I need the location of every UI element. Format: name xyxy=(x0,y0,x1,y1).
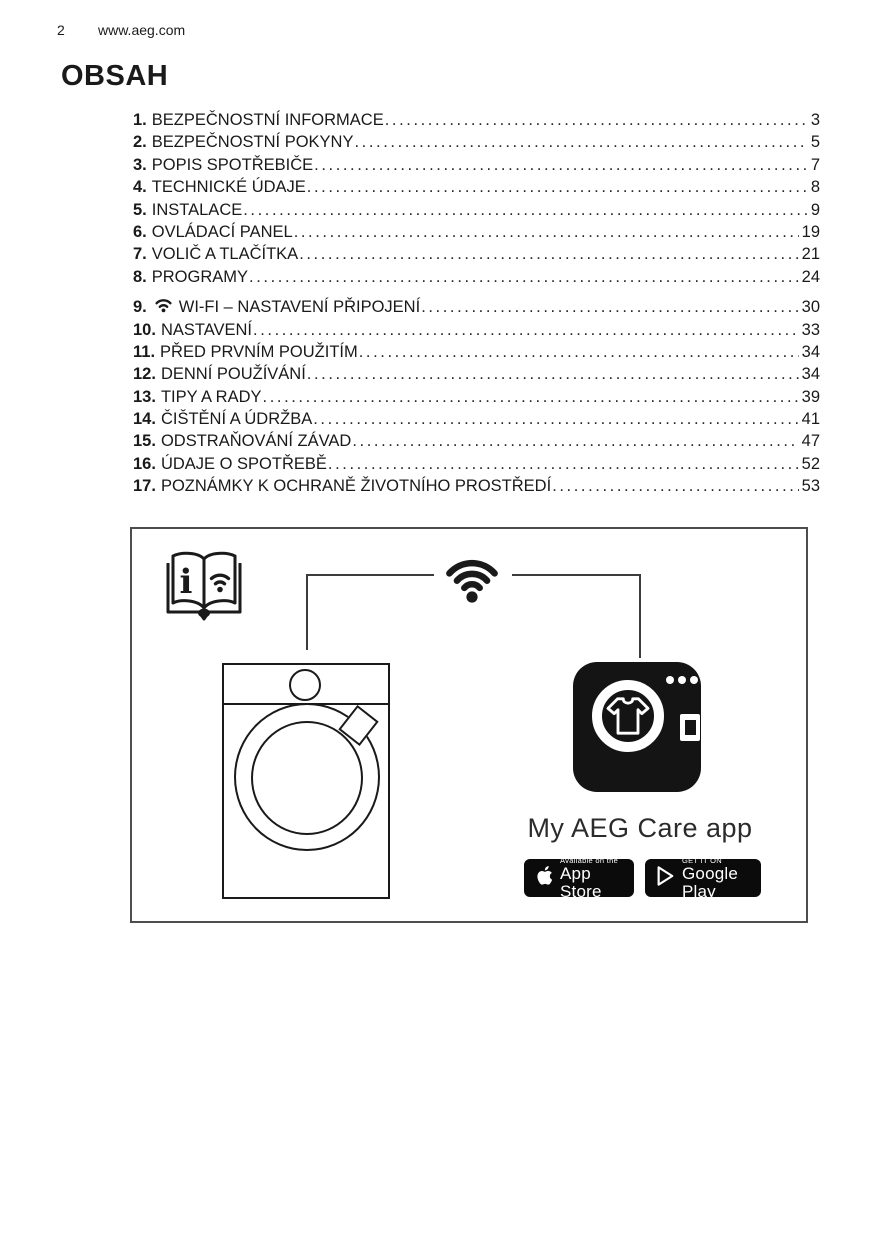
toc-item-number: 2. xyxy=(133,133,147,152)
toc-item-page: 34 xyxy=(801,365,820,384)
toc-item xyxy=(133,199,820,221)
toc-dot-leader xyxy=(552,475,798,497)
toc-item-number: 14. xyxy=(133,410,156,429)
toc-item-label: POZNÁMKY K OCHRANĚ ŽIVOTNÍHO PROSTŘEDÍ xyxy=(160,477,552,496)
toc-item-page: 19 xyxy=(801,222,820,241)
toc-item-page: 7 xyxy=(810,155,820,174)
toc-item-page: 41 xyxy=(801,410,820,429)
toc-item-label: POPIS SPOTŘEBIČE xyxy=(151,155,314,174)
toc-item-label: ČIŠTĚNÍ A ÚDRŽBA xyxy=(160,410,313,429)
toc-item-number: 16. xyxy=(133,454,156,473)
toc-dot-leader xyxy=(253,319,799,341)
toc-item-number: 10. xyxy=(133,320,156,339)
toc-item xyxy=(133,408,820,430)
toc-item-label: DENNÍ POUŽÍVÁNÍ xyxy=(160,365,306,384)
toc-item-number: 11. xyxy=(133,342,156,361)
connector-line xyxy=(639,574,641,658)
google-play-badge xyxy=(645,855,761,901)
toc-dot-leader xyxy=(359,341,799,363)
laundry-care-app-icon xyxy=(573,662,701,792)
toc-item xyxy=(133,363,820,385)
table-of-contents xyxy=(133,109,820,498)
toc-item-label: ÚDAJE O SPOTŘEBĚ xyxy=(160,454,327,473)
toc-item-number: 15. xyxy=(133,432,156,451)
toc-item-number: 1. xyxy=(133,111,147,129)
toc-dot-leader xyxy=(421,296,798,318)
toc-item-number: 7. xyxy=(133,245,147,264)
toc-item-label: VOLIČ A TLAČÍTKA xyxy=(151,245,299,264)
toc-dot-leader xyxy=(243,199,808,221)
toc-item-label: INSTALACE xyxy=(151,200,243,219)
toc-item-page: 8 xyxy=(810,178,820,197)
app-store-badge xyxy=(524,855,634,901)
toc-item-number: 8. xyxy=(133,267,147,286)
toc-item-number: 5. xyxy=(133,200,147,219)
toc-item-label: NASTAVENÍ xyxy=(160,320,253,339)
toc-item-page: 34 xyxy=(801,342,820,361)
toc-item-number: 3. xyxy=(133,155,147,174)
app-name-text: My AEG Care app xyxy=(527,813,753,843)
app-icon-door-ring xyxy=(592,680,664,752)
toc-item-label: TECHNICKÉ ÚDAJE xyxy=(151,178,306,197)
toc-item-page: 33 xyxy=(801,320,820,339)
wifi-signal-icon xyxy=(443,548,501,611)
toc-item xyxy=(133,109,820,131)
toc-item xyxy=(133,154,820,176)
toc-item xyxy=(133,296,820,318)
toc-dot-leader xyxy=(314,154,808,176)
toc-dot-leader xyxy=(313,408,798,430)
app-icon-dot xyxy=(666,676,674,684)
washing-machine-drawing xyxy=(222,663,390,899)
toc-dot-leader xyxy=(354,131,807,153)
toc-item xyxy=(133,319,820,341)
toc-item-label: OVLÁDACÍ PANEL xyxy=(151,222,293,241)
toc-item-label: BEZPEČNOSTNÍ INFORMACE xyxy=(151,111,384,129)
toc-item-page: 24 xyxy=(801,267,820,286)
toc-item-page: 21 xyxy=(801,245,820,264)
toc-item-number: 13. xyxy=(133,387,156,406)
toc-item-page: 3 xyxy=(810,111,820,129)
toc-item-page: 47 xyxy=(801,432,820,451)
toc-item-label: TIPY A RADY xyxy=(160,387,262,406)
toc-item xyxy=(133,221,820,243)
tshirt-icon xyxy=(605,696,651,736)
svg-text:i: i xyxy=(179,562,193,602)
toc-dot-leader xyxy=(307,176,808,198)
toc-dot-leader xyxy=(294,221,799,243)
toc-dot-leader xyxy=(307,363,799,385)
toc-item-number: 9. xyxy=(133,298,147,317)
app-icon-dot xyxy=(678,676,686,684)
toc-item xyxy=(133,341,820,363)
toc-dot-leader xyxy=(263,386,799,408)
connector-line xyxy=(512,574,641,576)
toc-item xyxy=(133,176,820,198)
connector-line xyxy=(306,574,434,576)
wifi-icon xyxy=(154,297,173,319)
toc-item xyxy=(133,386,820,408)
toc-item xyxy=(133,243,820,265)
website-text: www.aeg.com xyxy=(98,22,186,38)
badge-store-name: Google Play xyxy=(682,863,739,901)
manual-book-wifi-icon xyxy=(162,545,246,632)
toc-item-page: 5 xyxy=(810,133,820,152)
toc-dot-leader xyxy=(328,453,799,475)
toc-item-number: 12. xyxy=(133,365,156,384)
toc-item-page: 52 xyxy=(801,454,820,473)
app-icon-door-latch xyxy=(680,714,700,741)
toc-item-page: 39 xyxy=(801,387,820,406)
toc-item xyxy=(133,475,820,497)
toc-item-page: 9 xyxy=(810,200,820,219)
toc-item xyxy=(133,266,820,288)
toc-dot-leader xyxy=(249,266,799,288)
toc-item xyxy=(133,131,820,153)
toc-item-label: WI-FI – NASTAVENÍ PŘIPOJENÍ xyxy=(178,298,421,317)
toc-item xyxy=(133,430,820,452)
toc-item-number: 17. xyxy=(133,477,156,496)
badge-tagline: GET IT ON xyxy=(682,855,722,865)
apple-icon xyxy=(534,864,553,892)
toc-item-label: ODSTRAŇOVÁNÍ ZÁVAD xyxy=(160,432,352,451)
toc-dot-leader xyxy=(299,243,798,265)
connector-line xyxy=(306,574,308,650)
toc-item-page: 30 xyxy=(801,298,820,317)
toc-item-page: 53 xyxy=(801,477,820,496)
toc-item-label: PŘED PRVNÍM POUŽITÍM xyxy=(160,342,358,361)
machine-door-glass xyxy=(251,721,363,835)
page-number: 2 xyxy=(57,22,65,38)
badge-store-name: App Store xyxy=(560,863,602,901)
toc-item-label: PROGRAMY xyxy=(151,267,249,286)
toc-item xyxy=(133,453,820,475)
toc-item-label: BEZPEČNOSTNÍ POKYNY xyxy=(151,133,354,152)
toc-item-number: 4. xyxy=(133,178,147,197)
illustration-box xyxy=(130,527,808,923)
toc-item-number: 6. xyxy=(133,222,147,241)
badge-tagline: Available on the xyxy=(560,855,619,865)
play-icon xyxy=(655,865,675,892)
toc-dot-leader xyxy=(352,430,798,452)
page-title: OBSAH xyxy=(61,60,169,92)
toc-dot-leader xyxy=(385,109,808,131)
app-icon-dot xyxy=(690,676,698,684)
machine-knob-icon xyxy=(289,669,321,701)
